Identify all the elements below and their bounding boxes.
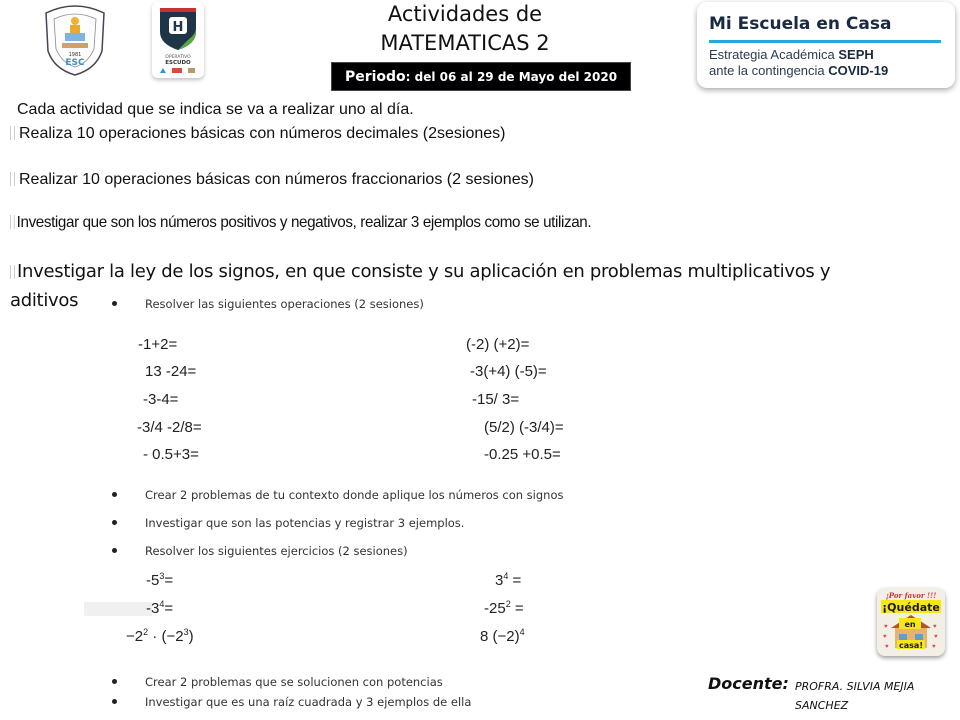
document-title: [330, 0, 600, 58]
svg-text:♥: ♥: [884, 624, 888, 630]
svg-text:H: H: [172, 20, 184, 35]
activity-text: Realiza 10 operaciones básicas con números decimales (2sesiones): [19, 125, 506, 142]
operation: -1+2=: [138, 336, 178, 353]
operation: - 0.5+3=: [143, 446, 199, 463]
base: -3: [146, 600, 160, 617]
operation: (-2) (+2)=: [466, 336, 530, 353]
operation: -3-4=: [143, 391, 179, 408]
svg-text:1981: 1981: [68, 52, 82, 58]
period-label: Periodo: [344, 69, 406, 85]
svg-text:ESC: ESC: [65, 58, 85, 68]
power-exercise: [484, 599, 524, 617]
bullet-icon: [112, 699, 117, 704]
svg-text:en: en: [904, 620, 916, 629]
bullet-text: Resolver los siguientes ejercicios (2 sesiones): [145, 544, 408, 558]
school-crest-logo: [40, 3, 110, 77]
house-hearts-icon: [877, 588, 945, 656]
operation: -0.25 +0.5=: [484, 446, 561, 463]
shield-h-icon: [152, 2, 204, 78]
operation: (5/2) (-3/4)=: [484, 419, 564, 436]
operation: -15/ 3=: [472, 391, 520, 408]
section-heading: [112, 297, 424, 311]
svg-text:♥: ♥: [934, 634, 938, 640]
mi-escuela-subtitle: [709, 47, 888, 79]
activity-continuation: aditivos: [10, 290, 79, 311]
bullet-text: Crear 2 problemas de tu contexto donde aplique los números con signos: [145, 488, 564, 502]
bullet-box-icon: [10, 265, 15, 279]
exponent: 3: [159, 571, 165, 581]
operation: -3/4 -2/8=: [137, 419, 202, 436]
activity-item: [10, 171, 534, 189]
activity-item: [10, 125, 505, 143]
tail: =: [508, 572, 522, 589]
base: -5: [146, 572, 160, 589]
highlight-bar: [84, 602, 152, 616]
bullet-item: [112, 544, 408, 558]
svg-text:casa!: casa!: [899, 641, 923, 650]
bullet-item: [112, 516, 464, 530]
exponent: 3: [183, 627, 189, 637]
svg-text:ESCUDO: ESCUDO: [165, 60, 191, 66]
subtitle-line-2: ante la contingencia: [709, 63, 829, 78]
tail: =: [164, 600, 174, 617]
power-exercise: [146, 571, 173, 589]
exponent: 2: [143, 627, 149, 637]
power-exercise: [126, 627, 194, 645]
tail: · (−2: [148, 628, 184, 645]
title-line-1: Actividades de: [387, 2, 543, 26]
activity-text: Investigar que son los números positivos y negativos, realizar 3 ejemplos como se utilizan.: [16, 214, 592, 231]
period-value: del 06 al 29 de Mayo del 2020: [414, 70, 618, 84]
operation: 13 -24=: [145, 363, 197, 380]
tail: =: [164, 572, 174, 589]
power-exercise: [146, 599, 173, 617]
svg-text:OPERATIVO: OPERATIVO: [165, 55, 191, 60]
bullet-text: Investigar que son las potencias y registrar 3 ejemplos.: [145, 516, 465, 530]
activity-text: Realizar 10 operaciones básicas con números fraccionarios (2 sesiones): [19, 171, 534, 188]
bullet-item: [112, 695, 471, 709]
exponent: 4: [503, 571, 509, 581]
power-exercise: [495, 571, 521, 589]
subtitle-covid: COVID-19: [828, 63, 889, 78]
title-line-2: MATEMATICAS 2: [380, 31, 550, 55]
tail: =: [510, 600, 524, 617]
intro-text: Cada actividad que se indica se va a realizar uno al día.: [17, 101, 414, 118]
mi-escuela-divider: [709, 40, 941, 43]
operation: -3(+4) (-5)=: [470, 363, 547, 380]
svg-text:♥: ♥: [885, 644, 889, 650]
mi-escuela-en-casa-badge: [697, 2, 955, 88]
svg-text:♥: ♥: [933, 624, 937, 630]
activity-text: Investigar la ley de los signos, en que consiste y su aplicación en problemas multiplicativos y: [17, 261, 831, 282]
bullet-text: Investigar que es una raíz cuadrada y 3 ejemplos de ella: [145, 695, 472, 709]
subtitle-seph: SEPH: [838, 47, 874, 62]
bullet-text: Crear 2 problemas que se solucionen con potencias: [145, 675, 443, 689]
bullet-item: [112, 488, 564, 502]
bullet-icon: [112, 679, 117, 684]
subtitle-line-1: Estrategia Académica: [709, 47, 839, 62]
svg-text:♥: ♥: [932, 644, 936, 650]
base: 3: [495, 572, 504, 589]
base: 8 (−2): [480, 628, 520, 645]
period-separator: :: [405, 70, 411, 84]
exponent: 4: [159, 599, 165, 609]
exponent: 4: [519, 627, 525, 637]
power-exercise: [480, 627, 525, 645]
bullet-icon: [112, 520, 117, 525]
mi-escuela-title: Mi Escuela en Casa: [709, 14, 892, 34]
period-banner: [331, 62, 631, 91]
bullet-box-icon: [10, 215, 15, 229]
base: −2: [126, 628, 144, 645]
exponent: 2: [505, 599, 511, 609]
quedate-en-casa-sticker: [877, 588, 945, 656]
activity-item: [10, 214, 591, 232]
docente-name-line-2: SANCHEZ: [795, 699, 849, 712]
bullet-icon: [112, 548, 117, 553]
svg-text:¡Por favor !!!: ¡Por favor !!!: [885, 591, 937, 600]
heading-text: Resolver las siguientes operaciones (2 sesiones): [145, 297, 424, 311]
docente-name-line-1: PROFRA. SILVIA MEJIA: [795, 680, 915, 693]
bullet-box-icon: [10, 126, 15, 140]
base: -25: [484, 600, 506, 617]
activity-item: [10, 261, 830, 282]
tail: ): [188, 628, 194, 645]
svg-text:♥: ♥: [883, 634, 887, 640]
bullet-icon: [112, 492, 117, 497]
bullet-icon: [112, 301, 117, 306]
docente-label: Docente:: [708, 674, 789, 693]
school-crest-icon: [40, 3, 110, 77]
operativo-escudo-logo: [152, 2, 204, 78]
svg-text:¡Quédate: ¡Quédate: [882, 601, 940, 614]
bullet-box-icon: [10, 172, 15, 186]
bullet-item: [112, 675, 443, 689]
